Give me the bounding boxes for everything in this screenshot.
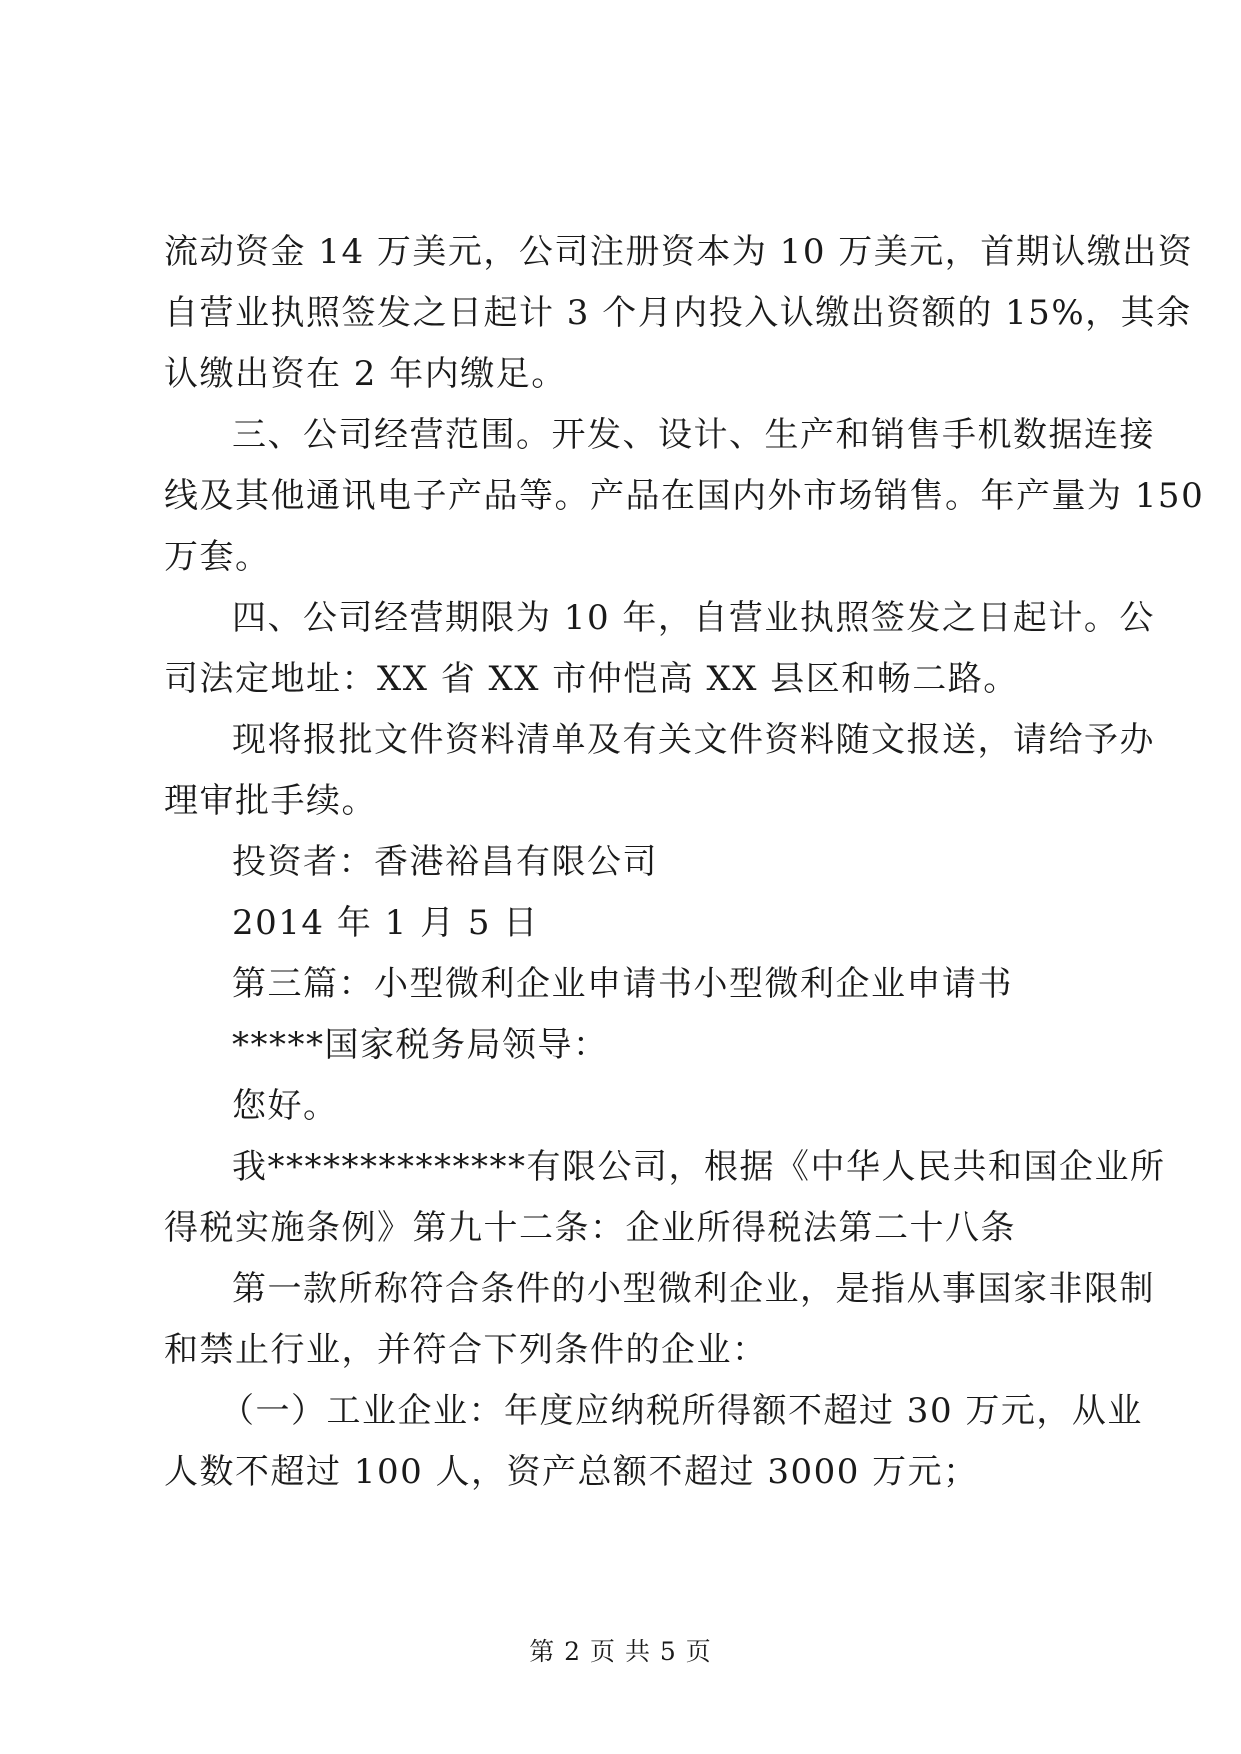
text-line: 和禁止行业，并符合下列条件的企业： <box>164 1330 768 1370</box>
text-line: 四、公司经营期限为 10 年，自营业执照签发之日起计。公 <box>232 598 1155 638</box>
text-line: 万套。 <box>164 537 271 577</box>
text-line: 线及其他通讯电子产品等。产品在国内外市场销售。年产量为 150 <box>164 476 1205 516</box>
greeting-line: 您好。 <box>232 1086 339 1126</box>
text-line: 得税实施条例》第九十二条：企业所得税法第二十八条 <box>164 1208 1016 1248</box>
text-line: 三、公司经营范围。开发、设计、生产和销售手机数据连接 <box>232 415 1155 455</box>
text-line: 流动资金 14 万美元，公司注册资本为 10 万美元，首期认缴出资 <box>164 232 1194 272</box>
text-line: 人数不超过 100 人，资产总额不超过 3000 万元； <box>164 1452 979 1492</box>
date-line: 2014 年 1 月 5 日 <box>232 903 539 943</box>
text-line: 现将报批文件资料清单及有关文件资料随文报送，请给予办 <box>232 720 1155 760</box>
section-heading: 第三篇：小型微利企业申请书小型微利企业申请书 <box>232 964 1013 1004</box>
text-line: 理审批手续。 <box>164 781 377 821</box>
text-line: 自营业执照签发之日起计 3 个月内投入认缴出资额的 15%，其余 <box>164 293 1192 333</box>
page-footer: 第 2 页 共 5 页 <box>529 1637 712 1666</box>
text-line: （一）工业企业：年度应纳税所得额不超过 30 万元，从业 <box>220 1391 1143 1431</box>
text-line: 认缴出资在 2 年内缴足。 <box>164 354 567 394</box>
text-line: 第一款所称符合条件的小型微利企业，是指从事国家非限制 <box>232 1269 1155 1309</box>
investor-line: 投资者：香港裕昌有限公司 <box>232 842 658 882</box>
text-line: 司法定地址：XX 省 XX 市仲恺高 XX 县区和畅二路。 <box>164 659 1019 699</box>
salutation-line: *****国家税务局领导： <box>232 1025 609 1065</box>
document-body <box>164 222 1205 1503</box>
text-line: 我**************有限公司，根据《中华人民共和国企业所 <box>232 1147 1166 1187</box>
